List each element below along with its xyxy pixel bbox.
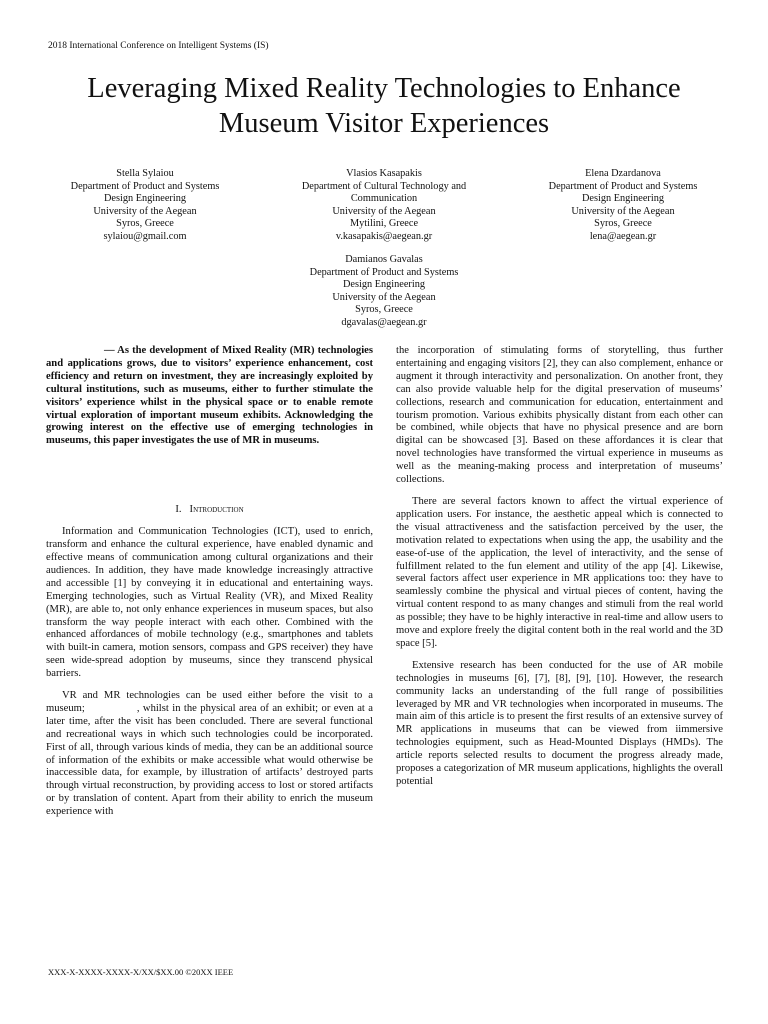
section-number: I. [175, 504, 182, 516]
author-affiliation-line: Syros, Greece [116, 218, 174, 230]
author-block-4 [259, 254, 509, 330]
author-affiliation-line: Design Engineering [103, 193, 187, 205]
right-paragraph-3: Extensive research has been conducted for the use of AR mobile technologies in museums [6], [7], [8], [9], [10]. However, the research community lacks an understanding of the full range of possibilities leveraged by MR and VR technologies when incorporated in museums. The main aim of this article is to present the first results of an extensive survey of MR applications in museums that can be viewed from iimmersive technologies equipment, such as Head-Mounted Displays (HMDs). The article reports selected results to document the progress already made, proposes a categorization of MR museum applications, highlights the overall potential [396, 659, 723, 787]
abstract-text: — As the development of Mixed Reality (MR) technologies and applications grows, due to visitors’ experience enhancement, cost efficiency and return on investment, they are increasingly exploited by cultural institutions, such as museums, either to further stimulate the visitors’ experience whilst in the physical space or to enable remote virtual exploration of important museum exhibits. Acknowledging the growing interest on the effective use of emerging technologies in museums, this paper investigates the use of MR in museums. [46, 345, 373, 447]
author-affiliation-line: Syros, Greece [355, 304, 413, 316]
intro-paragraph-2 [46, 690, 373, 819]
author-email: v.kasapakis@aegean.gr [335, 230, 433, 242]
author-affiliation-line: University of the Aegean [571, 205, 675, 217]
section-title: Introduction [189, 504, 244, 516]
conference-header: 2018 International Conference on Intelligent Systems (IS) [48, 41, 269, 51]
author-email: sylaiou@gmail.com [103, 230, 187, 242]
right-column [396, 345, 723, 798]
section-heading-introduction [46, 504, 373, 517]
right-paragraph-2: There are several factors known to affect the virtual experience of application users. For instance, the aesthetic appeal which is connected to the visual attractiveness and the satisfaction perceived by the user, the motivation related to expectations when using the app, the usability and the ease-of-use of the application, the level of interactivity, and the sense of fulfillment related to the fun element and utility of the app [4]. Likewise, several factors affect user experience in MR applications too: they have to seamlessly combine the physical and virtual pieces of content, having the virtual content respond to as many changes and stimuli from the real world as possible; they have to be highly interactive in real-time and allow users to move and explore freely the digital content both in the real world and the 3D space [5]. [396, 495, 723, 649]
author-email: dgavalas@aegean.gr [341, 316, 427, 328]
right-paragraph-1: the incorporation of stimulating forms of storytelling, thus further entertaining and engaging visitors [2], they can also complement, enhance or augment it through interactivity and personalization. On another front, they can also provide valuable help for the digital preservation of museums’ collections, research and communication for education, entertainment and tourism promotion. Various exhibits physically distant from each other can be combined, while objects that have no physical presence and are born digital can be showcased [3]. Based on these affordances it is clear that novel technologies have transformed the virtual experience in museums as well as the meaning-making process and interpretation of museums’ collections. [396, 345, 723, 486]
title-line-1: Leveraging Mixed Reality Technologies to Enhance [87, 73, 681, 104]
abstract [46, 345, 373, 448]
author-affiliation-line: Syros, Greece [594, 218, 652, 230]
author-affiliation-line: Mytilini, Greece [349, 218, 419, 230]
author-block-1 [20, 168, 270, 244]
copyright-footer: XXX-X-XXXX-XXXX-X/XX/$XX.00 ©20XX IEEE [48, 967, 234, 977]
author-affiliation-line: Communication [350, 193, 418, 205]
author-affiliation-line: University of the Aegean [332, 205, 436, 217]
intro-paragraph-1: Information and Communication Technologies (ICT), used to enrich, transform and enhance the cultural experience, have enabled dynamic and effective means of communication among cultural organizations and their audiences. In addition, they have made knowledge increasingly attractive and accessible [1] by conveying it in educational and entertaining ways. Emerging technologies, such as Virtual Reality (VR), and Mixed Reality (MR), are able to, not only enhance experiences in museum spaces, but also transform the way people interact with each other. Combined with the enhanced affordances of mobile technology (e.g., smartphones and tablets with built-in camera, motion sensors, compass and GPS receiver) they have seen wide-spread adoption by museums, since they transcend physical barriers. [46, 526, 373, 680]
intro-paragraph-2-part-a: VR and MR technologies can be used either before the visit to a museum; [46, 690, 373, 714]
paper-title [20, 71, 748, 141]
author-affiliation-line: University of the Aegean [93, 205, 197, 217]
author-name: Vlasios Kasapakis [346, 168, 422, 179]
left-column [46, 345, 373, 828]
author-affiliation-line: Department of Product and Systems [548, 180, 698, 192]
author-affiliation-line: Design Engineering [581, 193, 665, 205]
title-line-2: Museum Visitor Experiences [218, 108, 550, 139]
author-email: lena@aegean.gr [589, 230, 657, 242]
author-affiliation-line: Design Engineering [342, 279, 426, 291]
author-affiliation-line: Department of Product and Systems [309, 266, 459, 278]
author-name: Elena Dzardanova [585, 168, 661, 179]
author-block-3 [498, 168, 748, 244]
author-name: Damianos Gavalas [345, 254, 423, 265]
author-affiliation-line: Department of Cultural Technology and [301, 180, 467, 192]
author-affiliation-line: Department of Product and Systems [70, 180, 220, 192]
author-block-2 [259, 168, 509, 244]
author-affiliation-line: University of the Aegean [332, 291, 436, 303]
author-name: Stella Sylaiou [116, 168, 174, 179]
intro-paragraph-2-part-b: , whilst in the physical area of an exhibit; or even at a later time, after the visit has been concluded. There are several functional and recreational ways in which such technologies could be incorporated. First of all, through various kinds of media, they can be an additional source of information of the exhibits or make accessible what would otherwise be inaccessible data, for example, by illustration of artifacts’ destroyed parts through virtual reconstruction, by providing access to lost or stored artifacts or by translation of content. Apart from their ability to enrich the museum experience with [46, 702, 373, 818]
